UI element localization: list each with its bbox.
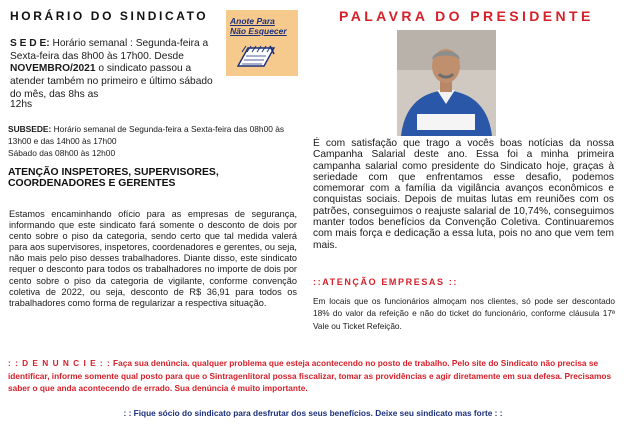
subsede-saturday: Sábado das 08h00 às 12h00 <box>8 148 116 159</box>
sede-text: Horário semanal : Segunda-feira a Sexta-feira das 8h00 às 17h00. Desde <box>10 38 209 62</box>
president-portrait-image <box>397 30 496 136</box>
reminder-logo-line1: Anote Para <box>230 16 275 26</box>
subsede-text: Horário semanal de Segunda-feira a Sexta-feira das 08h00 às 13h00 e das 14h00 às 17h00 <box>8 124 285 147</box>
sede-hours <box>10 38 216 102</box>
reminder-logo-text <box>230 16 287 36</box>
subsede-hours <box>8 123 300 160</box>
companies-heading: ::ATENÇÃO EMPRESAS :: <box>313 277 458 287</box>
companies-body: Em locais que os funcionários almoçam nos clientes, só pode ser descontado 18% do valor da refeição e não do ticket do funcionário, conforme cláusula 17ª Vale ou Ticket Refeição. <box>313 296 615 331</box>
president-photo <box>397 30 496 136</box>
reminder-logo-line2: Não Esquecer <box>230 26 287 36</box>
president-title: PALAVRA DO PRESIDENTE <box>339 8 594 24</box>
schedule-title: HORÁRIO DO SINDICATO <box>10 9 209 23</box>
notepad-icon <box>234 44 278 70</box>
report-label: : : D E N U N C I E : : <box>8 358 111 368</box>
sede-text-cont: o sindicato passou a atender também no primeiro e último sábado do mês, das 8hs as <box>10 63 213 100</box>
report-notice <box>8 357 618 395</box>
president-message: É com satisfação que trago a vocês boas notícias da nossa Campanha Salarial deste ano. Essa foi a minha primeira campanha salarial como presidente do Sindicato hoje, graças à seriedade com que enfrentamos esse desafio, podemos comemorar com a família da vigilância avanços econômicos e conquistas sociais. Depois de muitas lutas em reuniões com os patrões, conseguimos o reajuste salarial de 10,74%, conseguimos manter todos benefícios da Convenção Coletiva. Continuaremos com mais força e dedicação a essa luta, pois no ano que vem tem mais. <box>313 138 614 251</box>
attention-heading: ATENÇÃO INSPETORES, SUPERVISORES, COORDENADORES E GERENTES <box>8 167 219 190</box>
report-text: Faça sua denúncia. qualquer problema que esteja acontecendo no posto de trabalho. Pelo site do Sindicato não precisa se identificar, informe somente qual posto para que o Sintragenlitoral possa fiscalizar, tomar as providências e agir diretamente em sua defesa. Precisamos saber o que anda acontecendo de errado. Sua denúncia é muito importante. <box>8 358 612 393</box>
membership-footer: : : Fique sócio do sindicato para desfrutar dos seus benefícios. Deixe seu sindicato mas forte : : <box>123 408 503 418</box>
sede-hours-end: 12hs <box>10 99 33 110</box>
attention-body: Estamos encaminhando ofício para as empresas de segurança, informando que este sindicato fará somente o desconto de dois por cento sobre o piso da categoria, sendo certo que tal medida valerá para aos supervisores, inspetores, coordenadores e gerentes, ou seja, não mais pelo piso desses trabalhadores. Diante disso, este sindicato requer o desconto para todos os trabalhadores no importe de dois por cento sobre o piso da categoria de vigilante, conforme convenção coletiva de 2022, ou seja, desconto de R$ 36,91 para todos os trabalhadores como forma de regularizar a respectiva situação. <box>9 209 297 308</box>
sede-highlight: NOVEMBRO/2021 <box>10 63 96 75</box>
reminder-logo <box>226 10 298 76</box>
sede-label: S E D E: <box>10 38 50 49</box>
subsede-label: SUBSEDE: <box>8 124 52 134</box>
